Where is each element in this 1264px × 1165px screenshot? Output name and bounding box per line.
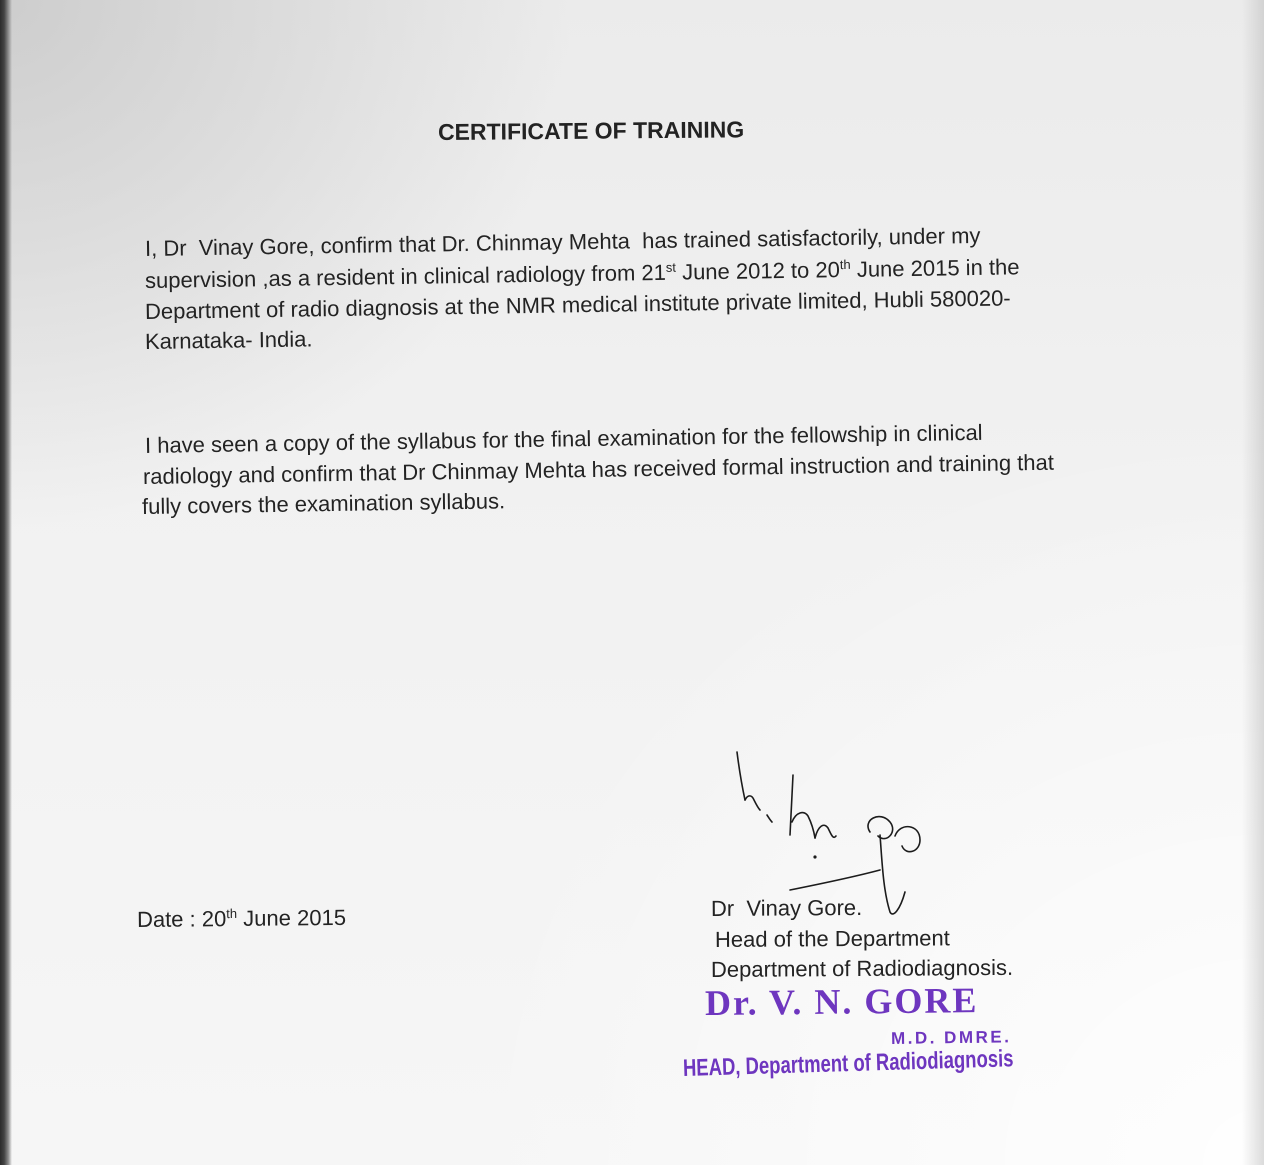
paragraph-1-line-2-part-3: June 2015 in the	[850, 254, 1020, 282]
signatory-position: Head of the Department	[714, 925, 950, 952]
date-rest: June 2015	[236, 904, 347, 931]
signature-stroke	[792, 813, 815, 838]
ordinal-suffix-st: st	[665, 259, 677, 275]
paragraph-1-line-4: Karnataka- India.	[144, 326, 313, 354]
certificate-title: CERTIFICATE OF TRAINING	[437, 116, 745, 145]
paragraph-2-line-2: radiology and confirm that Dr Chinmay Mehta has received formal instruction and training that	[142, 449, 1055, 489]
signature-stroke	[767, 815, 772, 822]
scan-edge-right	[1242, 0, 1264, 1165]
stamp-qualification: M.D. DMRE.	[890, 1027, 1012, 1048]
paragraph-1-line-1: I, Dr Vinay Gore, confirm that Dr. Chinmay Mehta has trained satisfactorily, under my	[144, 222, 981, 261]
paragraph-1-line-2-part-1: supervision ,as a resident in clinical radiology from 21	[144, 259, 667, 293]
signatory-department: Department of Radiodiagnosis.	[710, 954, 1014, 982]
date-ordinal-suffix: th	[226, 905, 238, 922]
stamp-designation: HEAD, Department of Radiodiagnosis	[682, 1045, 1014, 1082]
signatory-name: Dr Vinay Gore.	[710, 894, 863, 921]
stamp-name: Dr. V. N. GORE	[704, 980, 979, 1023]
signature-stroke	[880, 835, 905, 914]
signature-stroke	[737, 752, 745, 800]
signature-dot	[813, 855, 816, 858]
ordinal-suffix-th: th	[839, 256, 851, 273]
signature-stroke	[745, 796, 760, 810]
date-label: Date : 20	[136, 906, 227, 932]
certificate-date	[137, 905, 346, 933]
scan-edge-shadow	[0, 0, 12, 1165]
signature-stroke	[790, 775, 793, 835]
paragraph-2-line-1: I have seen a copy of the syllabus for the final examination for the fellowship in clinical	[144, 419, 983, 458]
paragraph-1-line-2-part-2: June 2012 to 20	[675, 257, 841, 285]
signature-stroke	[815, 825, 836, 838]
paragraph-1-line-3: Department of radio diagnosis at the NMR medical institute private limited, Hubli 580020-	[144, 285, 1011, 324]
signature-stroke	[790, 870, 880, 890]
paragraph-2-line-3: fully covers the examination syllabus.	[141, 488, 506, 519]
signature-stroke	[895, 827, 920, 852]
